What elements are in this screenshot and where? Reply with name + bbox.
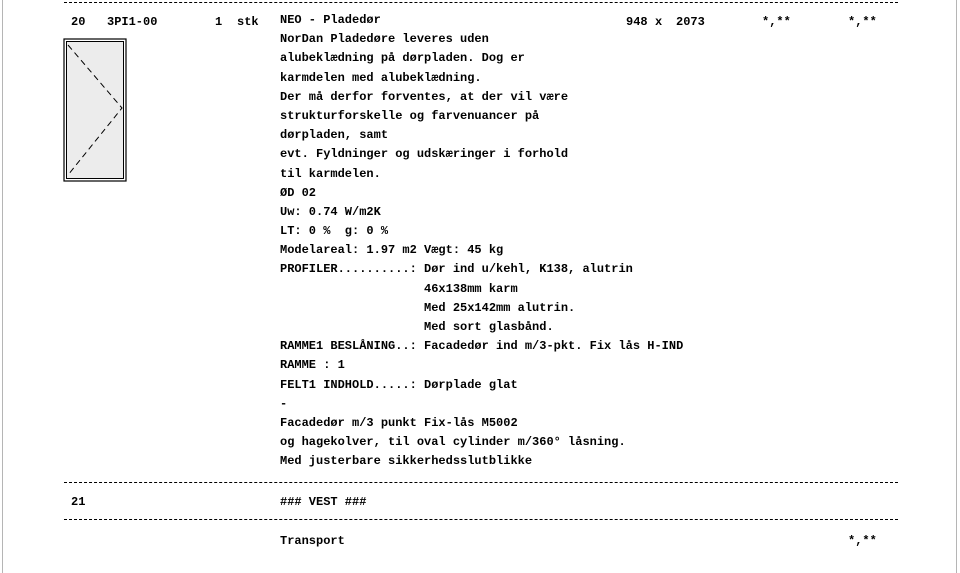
size-height: 2073 [676, 15, 705, 29]
description-line: PROFILER..........: Dør ind u/kehl, K138, alutrin [280, 262, 633, 277]
item-code: 3PI1-00 [107, 15, 158, 29]
description-line: og hagekolver, til oval cylinder m/360° låsning. [280, 435, 626, 450]
transport-amount: *,** [848, 534, 877, 548]
description-line: Med sort glasbånd. [280, 320, 554, 334]
description-line: Med justerbare sikkerhedsslutblikke [280, 454, 533, 469]
unit: stk [237, 15, 259, 29]
transport-label: Transport [280, 534, 345, 548]
description-line: dørpladen, samt [280, 128, 389, 143]
description-line: FELT1 INDHOLD.....: Dørplade glat [280, 377, 518, 392]
description-line: Modelareal: 1.97 m2 Vægt: 45 kg [280, 243, 504, 258]
top-separator [64, 2, 898, 3]
description-line: Med 25x142mm alutrin. [280, 300, 576, 315]
position-number: 20 [71, 15, 86, 29]
description-line: 46x138mm karm [280, 281, 518, 296]
separator-line [64, 482, 898, 483]
page-edge-left [2, 0, 3, 573]
description-line: - [280, 396, 288, 411]
size-width: 948 [626, 15, 648, 29]
section-title: ### VEST ### [280, 495, 367, 509]
page-edge-right [956, 0, 957, 573]
description-line: til karmdelen. [280, 166, 381, 181]
total-price: *,** [848, 15, 877, 29]
description-line: RAMME1 BESLÅNING..: Facadedør ind m/3-pkt. Fix lås H-IND [280, 339, 684, 354]
size-separator: x [655, 15, 663, 29]
description-line: Facadedør m/3 punkt Fix-lås M5002 [280, 415, 518, 430]
description-line: RAMME : 1 [280, 358, 345, 373]
item-description [280, 13, 683, 474]
description-line: alubeklædning på dørpladen. Dog er [280, 51, 525, 66]
description-line: Der må derfor forventes, at der vil være [280, 89, 569, 104]
separator-line [64, 519, 898, 520]
description-line: evt. Fyldninger og udskæringer i forhold [280, 147, 569, 162]
description-line: karmdelen med alubeklædning. [280, 70, 482, 85]
item-title: NEO - Pladedør [280, 13, 381, 27]
section-position-number: 21 [71, 495, 86, 509]
description-line: NorDan Pladedøre leveres uden [280, 32, 489, 47]
door-sketch-icon [63, 38, 127, 182]
quantity: 1 [215, 15, 223, 29]
description-line: LT: 0 % g: 0 % [280, 224, 389, 239]
unit-price: *,** [762, 15, 791, 29]
description-line: strukturforskelle og farvenuancer på [280, 108, 540, 123]
description-line: ØD 02 [280, 185, 317, 200]
description-line: Uw: 0.74 W/m2K [280, 204, 381, 219]
